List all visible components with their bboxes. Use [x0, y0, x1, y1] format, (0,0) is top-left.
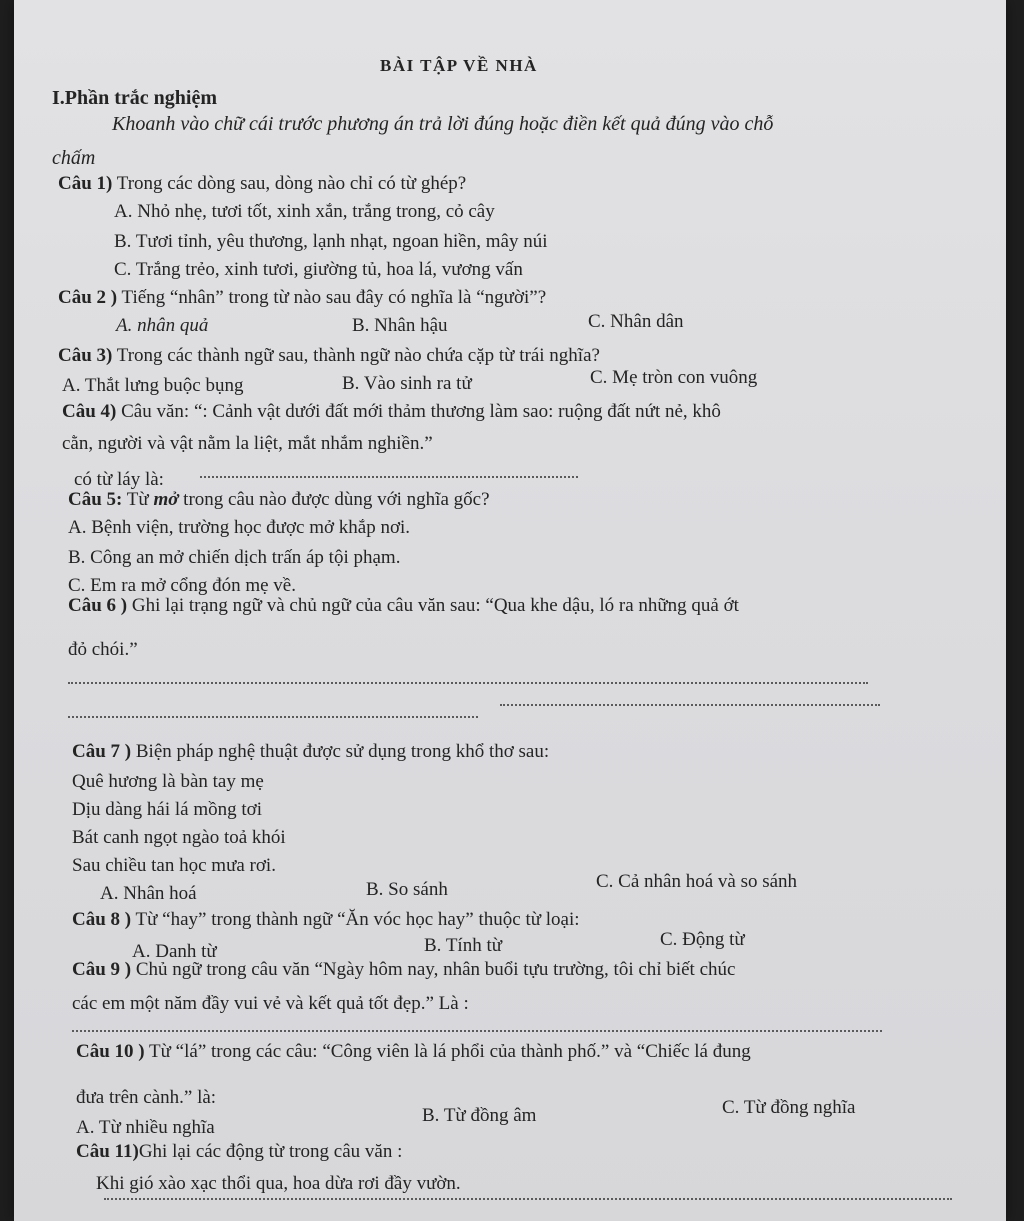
- page-title: BÀI TẬP VỀ NHÀ: [380, 56, 538, 75]
- q8-option-a[interactable]: A. Danh từ: [132, 941, 217, 962]
- worksheet-page: [14, 0, 1006, 1221]
- question-3: [58, 344, 600, 368]
- question-2: [58, 286, 546, 310]
- question-text: trong câu nào được dùng với nghĩa gốc?: [178, 489, 490, 510]
- question-text: Trong các dòng sau, dòng nào chỉ có từ ghép?: [112, 173, 467, 194]
- q8-option-b[interactable]: B. Tính từ: [424, 935, 503, 956]
- q3-option-c[interactable]: C. Mẹ tròn con vuông: [590, 367, 758, 388]
- question-6: [68, 594, 739, 618]
- q9-answer-line[interactable]: [72, 1030, 882, 1032]
- question-label: Câu 6 ): [68, 595, 128, 616]
- q7-option-c[interactable]: C. Cả nhân hoá và so sánh: [596, 871, 798, 892]
- q6-answer-line-2a[interactable]: [68, 716, 478, 718]
- question-label: Câu 5:: [68, 489, 123, 510]
- question-10-cont: đưa trên cành.” là:: [76, 1087, 217, 1108]
- q2-option-a[interactable]: A. nhân quả: [116, 315, 209, 336]
- question-label: Câu 2 ): [58, 287, 118, 308]
- q11-sentence: Khi gió xào xạc thổi qua, hoa dừa rơi đầy vườn.: [96, 1173, 461, 1194]
- poem-line-2: Dịu dàng hái lá mồng tơi: [72, 799, 262, 820]
- q10-option-c[interactable]: C. Từ đồng nghĩa: [722, 1097, 856, 1118]
- q5-option-c[interactable]: C. Em ra mở cổng đón mẹ về.: [68, 575, 296, 596]
- q1-option-b[interactable]: B. Tươi tỉnh, yêu thương, lạnh nhạt, ngoan hiền, mây núi: [114, 231, 548, 252]
- question-label: Câu 4): [62, 401, 117, 422]
- question-label: Câu 10 ): [76, 1041, 145, 1062]
- question-6-cont: đỏ chói.”: [68, 639, 138, 660]
- question-label: Câu 7 ): [72, 741, 132, 762]
- poem-line-1: Quê hương là bàn tay mẹ: [72, 771, 264, 792]
- question-text: Từ “hay” trong thành ngữ “Ăn vóc học hay” thuộc từ loại:: [131, 909, 580, 930]
- question-7: [72, 740, 549, 764]
- question-label: Câu 8 ): [72, 909, 132, 930]
- q10-option-a[interactable]: A. Từ nhiều nghĩa: [76, 1117, 215, 1138]
- question-10: [76, 1040, 751, 1064]
- question-keyword: mở: [153, 489, 179, 510]
- question-9: [72, 958, 735, 982]
- q7-option-a[interactable]: A. Nhân hoá: [100, 883, 197, 904]
- section-heading: I.Phần trắc nghiệm: [52, 87, 217, 109]
- q6-answer-line-2b[interactable]: [500, 704, 880, 706]
- question-label: Câu 3): [58, 345, 113, 366]
- q5-option-a[interactable]: A. Bệnh viện, trường học được mở khắp nơi.: [68, 517, 411, 538]
- question-text: Tiếng “nhân” trong từ nào sau đây có nghĩa là “người”?: [117, 287, 547, 308]
- poem-line-4: Sau chiều tan học mưa rơi.: [72, 855, 276, 876]
- question-text: Chủ ngữ trong câu văn “Ngày hôm nay, nhân buổi tựu trường, tôi chỉ biết chúc: [131, 959, 736, 980]
- question-label: Câu 9 ): [72, 959, 132, 980]
- q1-option-a[interactable]: A. Nhỏ nhẹ, tươi tốt, xinh xắn, trắng trong, cỏ cây: [114, 201, 495, 222]
- q4-fill-label: có từ láy là:: [74, 469, 164, 490]
- q3-option-a[interactable]: A. Thắt lưng buộc bụng: [62, 375, 244, 396]
- question-5: [68, 488, 490, 512]
- q10-option-b[interactable]: B. Từ đồng âm: [422, 1105, 537, 1126]
- question-text: Ghi lại trạng ngữ và chủ ngữ của câu văn sau: “Qua khe dậu, ló ra những quả ớt: [127, 595, 739, 616]
- poem-line-3: Bát canh ngọt ngào toả khói: [72, 827, 286, 848]
- question-4: [62, 400, 721, 424]
- question-text: Từ: [122, 489, 154, 510]
- q8-option-c[interactable]: C. Động từ: [660, 929, 745, 950]
- question-text: Từ “lá” trong các câu: “Công viên là lá phổi của thành phố.” và “Chiếc lá đung: [144, 1041, 751, 1062]
- q2-option-c[interactable]: C. Nhân dân: [588, 311, 684, 332]
- q6-answer-line-1[interactable]: [68, 682, 868, 684]
- question-text: Biện pháp nghệ thuật được sử dụng trong khổ thơ sau:: [131, 741, 550, 762]
- q11-answer-line[interactable]: [104, 1198, 952, 1200]
- question-8: [72, 908, 580, 932]
- question-label: Câu 1): [58, 173, 113, 194]
- question-text: Ghi lại các động từ trong câu văn :: [138, 1141, 403, 1162]
- q3-option-b[interactable]: B. Vào sinh ra tử: [342, 373, 472, 394]
- q7-option-b[interactable]: B. So sánh: [366, 879, 448, 900]
- instruction-text: Khoanh vào chữ cái trước phương án trả lời đúng hoặc điền kết quả đúng vào chỗ: [112, 113, 774, 135]
- question-label: Câu 11): [76, 1141, 139, 1162]
- q1-option-c[interactable]: C. Trắng trẻo, xinh tươi, giường tủ, hoa lá, vương vấn: [114, 259, 523, 280]
- instruction-text-cont: chấm: [52, 147, 96, 169]
- question-text: Câu văn: “: Cảnh vật dưới đất mới thảm thương làm sao: ruộng đất nứt nẻ, khô: [116, 401, 721, 422]
- q5-option-b[interactable]: B. Công an mở chiến dịch trấn áp tội phạm.: [68, 547, 401, 568]
- question-4-cont: cằn, người và vật nằm la liệt, mắt nhắm nghiền.”: [62, 433, 433, 454]
- question-1: [58, 172, 466, 196]
- question-text: Trong các thành ngữ sau, thành ngữ nào chứa cặp từ trái nghĩa?: [112, 345, 600, 366]
- q2-option-b[interactable]: B. Nhân hậu: [352, 315, 448, 336]
- question-9-cont: các em một năm đầy vui vẻ và kết quả tốt đẹp.” Là :: [72, 993, 469, 1014]
- q4-answer-line[interactable]: [200, 476, 578, 478]
- question-11: [76, 1140, 402, 1164]
